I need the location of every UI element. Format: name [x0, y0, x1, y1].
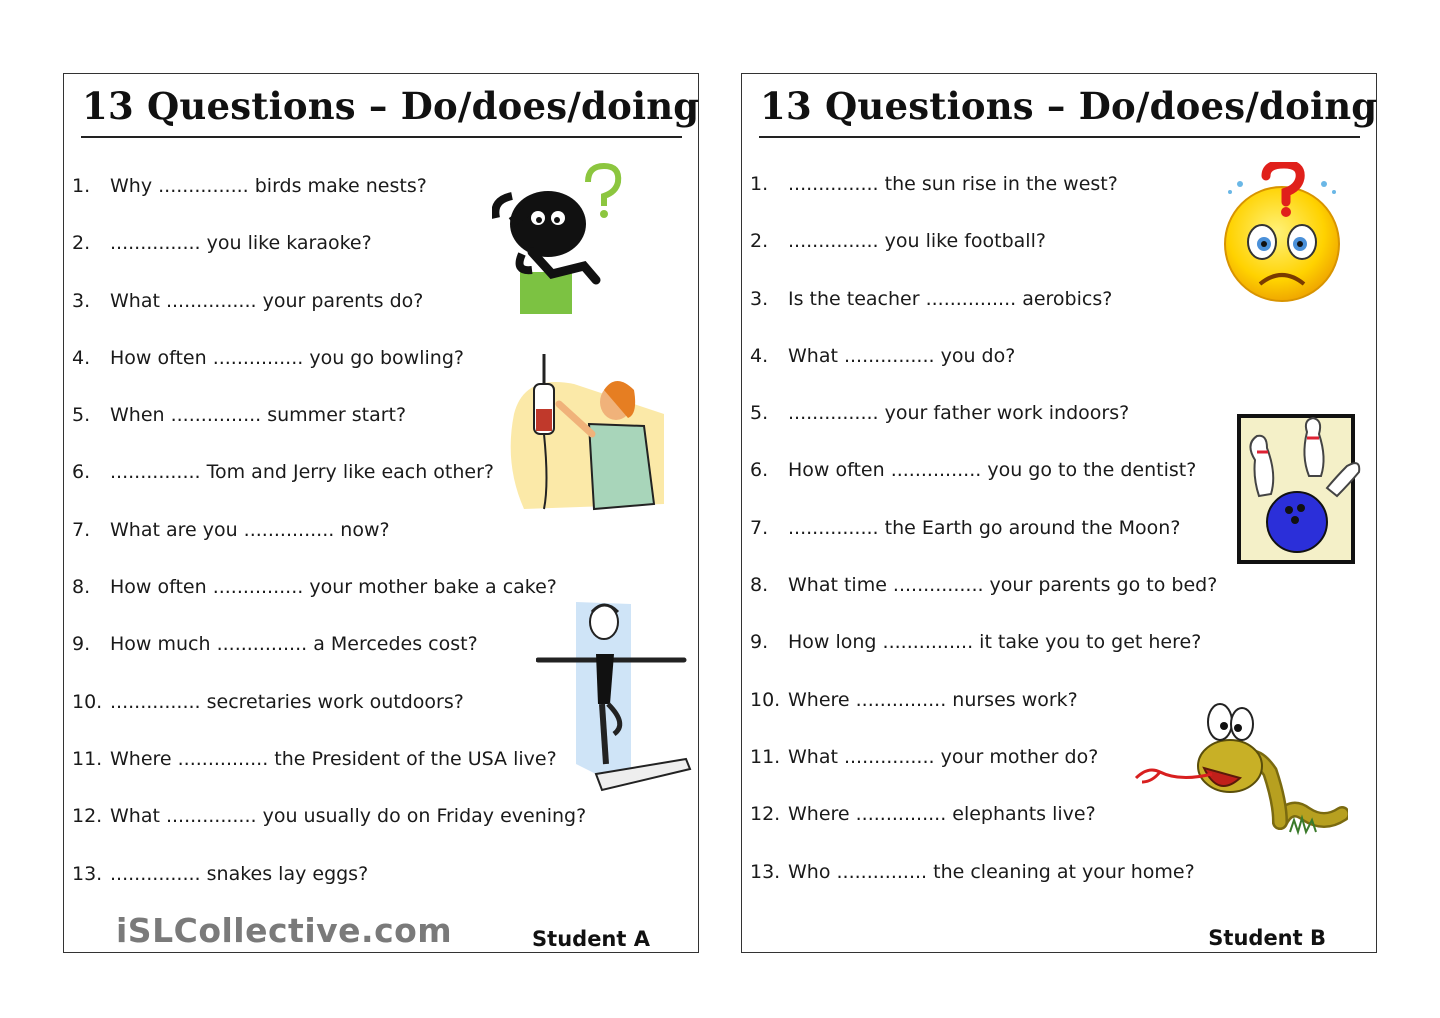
question-text: When ............... summer start? — [110, 404, 407, 427]
question-text: ............... you like karaoke? — [110, 232, 372, 255]
question-item — [750, 630, 1217, 687]
question-text: ............... the sun rise in the west? — [788, 173, 1118, 195]
question-text: What ............... your parents do? — [110, 289, 424, 312]
student-label: Student B — [1208, 926, 1326, 950]
question-item — [72, 804, 586, 861]
question-number: 6. — [750, 459, 769, 482]
question-number: 13. — [72, 862, 103, 885]
question-item — [72, 518, 586, 575]
worksheet-title: 13 Questions – Do/does/doing — [760, 84, 1378, 128]
question-text: ............... the Earth go around the Moon? — [788, 516, 1181, 539]
question-text: Where ............... nurses work? — [788, 688, 1078, 711]
question-item — [750, 401, 1217, 458]
question-text: What ............... you do? — [788, 344, 1016, 367]
title-underline — [81, 136, 682, 138]
question-text: Why ............... birds make nests? — [110, 175, 427, 197]
question-text: How often ............... you go bowling? — [110, 346, 464, 369]
question-item — [72, 575, 586, 632]
question-text: How often ............... your mother bake a cake? — [110, 576, 557, 599]
question-number: 5. — [72, 404, 91, 427]
question-text: ............... secretaries work outdoors? — [110, 690, 464, 713]
title-underline — [759, 136, 1360, 138]
question-number: 8. — [750, 574, 769, 597]
question-item — [750, 458, 1217, 515]
question-number: 10. — [72, 690, 103, 713]
question-item — [750, 229, 1217, 286]
question-number: 9. — [72, 633, 91, 656]
question-number: 12. — [72, 805, 103, 828]
question-text: ............... snakes lay eggs? — [110, 862, 369, 885]
question-text: Where ............... elephants live? — [788, 803, 1096, 826]
question-number: 11. — [750, 745, 781, 768]
question-number: 4. — [750, 344, 769, 367]
question-text: Is the teacher ............... aerobics? — [788, 287, 1113, 310]
question-item — [750, 860, 1217, 917]
question-text: What time ............... your parents go to bed? — [788, 574, 1218, 597]
question-text: How much ............... a Mercedes cost? — [110, 633, 478, 656]
question-text: Where ............... the President of the USA live? — [110, 747, 557, 770]
question-number: 3. — [750, 287, 769, 310]
question-text: ............... Tom and Jerry like each other? — [110, 461, 495, 484]
gymnast-balance-icon — [536, 594, 694, 794]
question-text: ............... your father work indoors? — [788, 402, 1130, 425]
question-number: 1. — [72, 175, 91, 197]
question-text: What ............... you usually do on Friday evening? — [110, 805, 587, 828]
worksheet-title: 13 Questions – Do/does/doing — [82, 84, 700, 128]
question-item — [750, 172, 1217, 229]
question-number: 7. — [72, 518, 91, 541]
question-text: What ............... your mother do? — [788, 745, 1099, 768]
question-number: 11. — [72, 747, 103, 770]
snake-cartoon-icon — [1130, 702, 1348, 838]
worksheet-student-b — [741, 73, 1377, 953]
worried-emoji-icon — [1220, 162, 1345, 304]
question-number: 13. — [750, 860, 781, 883]
question-item — [750, 516, 1217, 573]
question-number: 2. — [72, 232, 91, 255]
question-item — [72, 747, 586, 804]
student-label: Student A — [532, 927, 650, 951]
question-item — [750, 573, 1217, 630]
question-number: 4. — [72, 346, 91, 369]
question-text: ............... you like football? — [788, 230, 1046, 253]
question-number: 12. — [750, 803, 781, 826]
site-watermark: iSLCollective.com — [116, 911, 453, 950]
question-text: What are you ............... now? — [110, 518, 390, 541]
worksheet-student-a — [63, 73, 699, 953]
question-text: Who ............... the cleaning at your home? — [788, 860, 1195, 883]
question-number: 10. — [750, 688, 781, 711]
confused-bomb-icon — [492, 162, 627, 317]
question-number: 1. — [750, 173, 769, 195]
iv-drip-nurse-icon — [504, 354, 674, 514]
bowling-pins-icon — [1237, 414, 1361, 566]
question-number: 8. — [72, 576, 91, 599]
question-text: How long ............... it take you to get here? — [788, 631, 1202, 654]
question-number: 5. — [750, 402, 769, 425]
question-item — [750, 287, 1217, 344]
question-text: How often ............... you go to the dentist? — [788, 459, 1197, 482]
question-item — [72, 690, 586, 747]
question-number: 3. — [72, 289, 91, 312]
question-item — [72, 632, 586, 689]
question-number: 9. — [750, 631, 769, 654]
question-number: 7. — [750, 516, 769, 539]
question-number: 6. — [72, 461, 91, 484]
question-number: 2. — [750, 230, 769, 253]
question-item — [750, 344, 1217, 401]
